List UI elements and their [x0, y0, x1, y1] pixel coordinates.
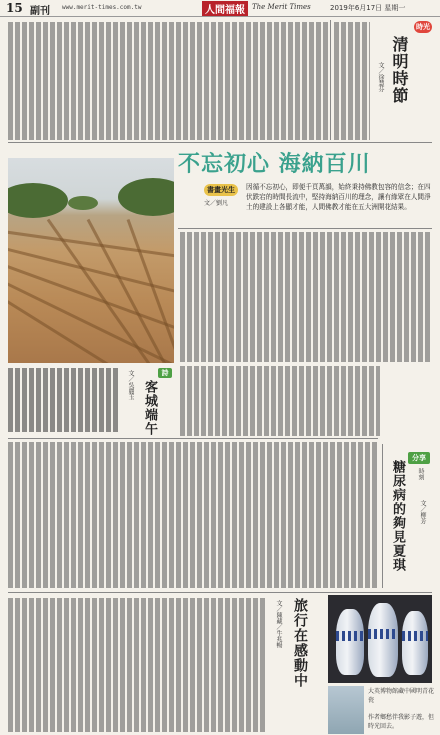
- poem-body: [8, 368, 120, 432]
- article-author-diabetes: 文／柳芳: [419, 500, 426, 524]
- article-author-qingming: 文／徐慧芬: [377, 62, 384, 92]
- issue-date: 2019年6月17日 星期一: [330, 4, 406, 12]
- arm-photo: [328, 686, 364, 734]
- divider: [8, 438, 378, 439]
- divider: [178, 228, 432, 229]
- author-badge: 書畫光生: [204, 184, 238, 196]
- feature-intro: 因循不忘初心，即便千頁萬韻，始終秉持佛教包容的信念；在四伏跌宕的時間長流中，堅持海納百川的理念，讓有緣眾在人間淨土的建設上各顯才能，人間佛教才能在五大洲開花結果。: [246, 183, 431, 211]
- share-badge: 分享: [408, 452, 430, 464]
- masthead-english: The Merit Times: [252, 3, 311, 11]
- middle-article-body: [8, 442, 378, 588]
- section-name: 副刊: [30, 6, 50, 17]
- poem-badge: 詩: [158, 368, 172, 378]
- vase-photo: [328, 595, 432, 683]
- article-title-qingming: 清明時節: [390, 36, 409, 104]
- site-url[interactable]: www.merit-times.com.tw: [62, 4, 142, 11]
- page-number: 15: [6, 1, 23, 15]
- feature-body: [180, 232, 432, 362]
- poem-author: 文／吳麗玉: [127, 370, 134, 400]
- vase-caption: 大英博物館藏中國明青花瓷: [368, 688, 435, 704]
- divider: [382, 444, 383, 588]
- share-tag: 時刻: [417, 468, 424, 480]
- arm-caption: 作者鄉愁伴我影子遊，但時光回去。: [368, 714, 435, 730]
- field-photo: [8, 158, 174, 363]
- divider: [8, 592, 432, 593]
- feature-title: 不忘初心 海納百川: [178, 152, 371, 177]
- feature-author: 文／劉凡: [204, 200, 229, 207]
- article-author-travel: 文／陳藏／牛兆暢: [275, 600, 282, 648]
- article-title-diabetes: 糖尿病的夠見夏琪: [390, 460, 405, 572]
- poem-title: 客城端午: [142, 380, 157, 436]
- article-title-travel: 旅行在感動中: [292, 598, 308, 688]
- qingming-body: [334, 22, 370, 140]
- masthead-logo: 人間福報: [202, 1, 248, 16]
- feature-continued-body: [180, 366, 380, 436]
- divider: [8, 142, 432, 143]
- section-badge-shiguang: 時光: [416, 23, 430, 31]
- bottom-left-body: [8, 598, 266, 732]
- top-left-article-body: [8, 22, 328, 140]
- divider: [330, 20, 331, 140]
